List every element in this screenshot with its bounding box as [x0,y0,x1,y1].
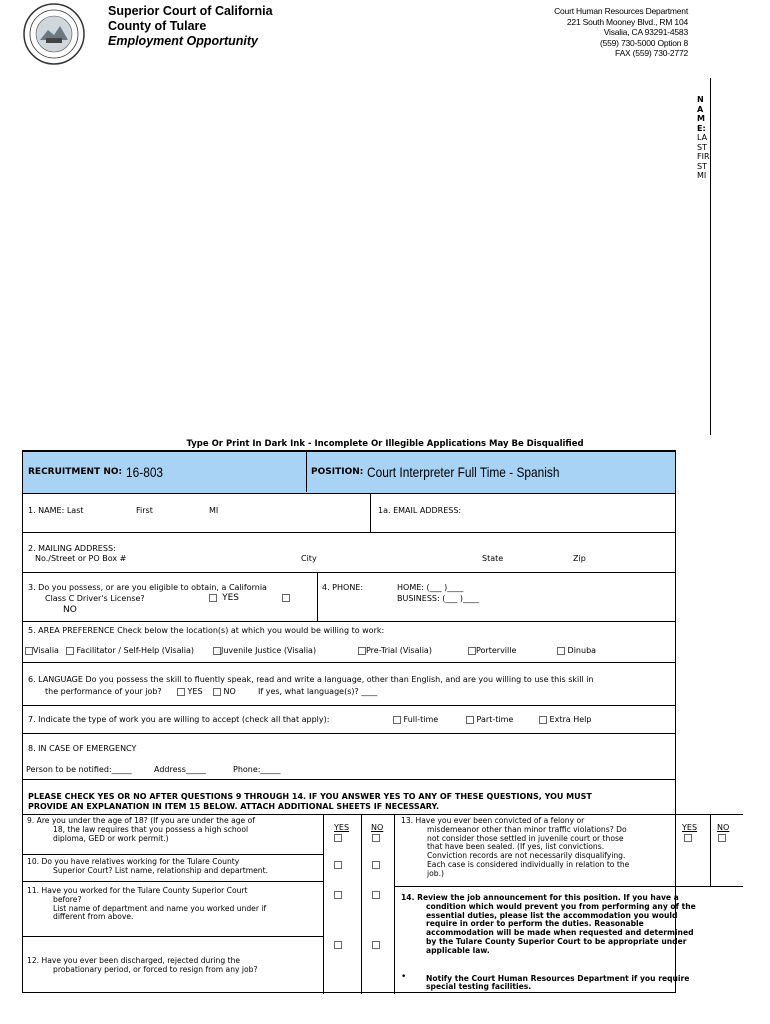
instructions: Type Or Print In Dark Ink - Incomplete Or Illegible Applications May Be Disqualified [186,439,584,449]
work-extrahelp[interactable] [539,715,591,724]
zip-label: Zip [573,554,586,563]
area-label: 5. AREA PREFERENCE Check below the location(s) at which you would be willing to work: [28,626,385,635]
work-parttime[interactable] [466,715,513,724]
language-row [23,663,675,706]
address-line: Visalia, CA 93291-4583 [603,27,688,37]
name-row[interactable] [23,494,675,533]
court-seal [22,2,86,66]
question-line: condition which would prevent you from performing any of the [426,901,696,911]
area-porterville[interactable] [468,646,516,655]
option-label: YES [187,687,203,696]
question-line: Notify the Court Human Resources Department if you require [426,974,690,983]
question-line: 18, the law requires that you possess a high school [53,824,249,834]
q13-no-header: NO [717,823,730,832]
checkbox[interactable] [393,716,401,724]
language-question-2: the performance of your job? [45,687,162,696]
position-cell [311,452,594,492]
application-form [22,450,730,993]
question-11 [27,887,266,922]
position-label: POSITION: [311,467,364,477]
hr-address [554,6,688,59]
side-line: FIR [697,152,710,161]
question-line: applicable law. [426,945,490,955]
home-phone[interactable]: HOME: (___ )____ [397,583,464,592]
question-line: essential duties, please list the accommodation you would [426,910,678,920]
recruitment-number: 16-803 [126,464,164,480]
area-visalia[interactable] [25,646,59,655]
state-label: State [482,554,504,563]
option-label: Visalia [33,646,59,655]
option-label: Porterville [476,646,517,655]
license-no-label: NO [63,605,77,615]
work-label: 7. Indicate the type of work you are willing to accept (check all that apply): [28,715,330,724]
question-line: by the Tulare County Superior Court to be appropriate under [426,936,687,946]
question-line: special testing facilities. [426,982,532,992]
court-name: Superior Court of California [108,4,273,18]
language-yes[interactable] [177,687,203,696]
option-label: Part-time [476,715,514,724]
recruitment-row [23,452,675,494]
question-line: different from above. [53,912,134,922]
checkbox[interactable] [282,594,290,602]
area-juvenile[interactable] [213,646,316,655]
street-label: No./Street or PO Box # [35,554,127,563]
question-13 [401,817,629,879]
option-label: Facilitator / Self-Help (Visalia) [76,646,194,655]
option-label: Dinuba [567,646,597,655]
checkbox[interactable] [358,647,366,655]
option-label: Pre-Trial (Visalia) [366,646,432,655]
question-line: 9. Are you under the age of 18? (If you are under the age of [27,816,255,825]
area-pretrial[interactable] [358,646,432,655]
question-line: require in order to perform the duties. Reasonable [426,919,644,929]
q11-yes-checkbox[interactable] [334,891,342,899]
q9-no-checkbox[interactable] [372,834,380,842]
side-line: ST [697,142,707,152]
address-line: (559) 730-5000 Option 8 [599,37,688,48]
question-14 [401,894,696,956]
q12-no-checkbox[interactable] [372,941,380,949]
license-yes-label: YES [222,593,239,603]
no-header: NO [371,823,384,832]
emergency-person[interactable]: Person to be notified:_____ [26,765,132,774]
question-line: accommodation will be made when requested and determined [426,928,694,938]
phone-label: 4. PHONE: [322,583,364,592]
checkbox[interactable] [468,647,476,655]
q13-yes-header: YES [682,823,698,832]
mailing-label: 2. MAILING ADDRESS: [28,544,116,553]
license-question-2: Class C Driver's License? [45,594,145,603]
recruitment-cell [28,452,308,492]
q10-yes-checkbox[interactable] [334,861,342,869]
question-line: 12. Have you ever been discharged, rejected during the [27,956,241,965]
emergency-row[interactable] [23,734,675,780]
side-letter: M [697,114,705,123]
q10-no-checkbox[interactable] [372,861,380,869]
question-line: that have been sealed. (If yes, list convictions. [427,842,605,852]
question-line: 13. Have you ever been convicted of a felony or [401,816,585,825]
side-letter: A [697,104,704,114]
q13-yes-checkbox[interactable] [684,834,692,842]
emergency-address[interactable]: Address_____ [154,765,206,774]
checkbox[interactable] [213,688,221,696]
side-letter: E: [697,123,706,133]
area-dinuba[interactable] [557,646,596,655]
checkbox[interactable] [466,716,474,724]
court-header [108,4,273,49]
position-value: Court Interpreter Full Time - Spanish [367,464,560,480]
emergency-label: 8. IN CASE OF EMERGENCY [28,744,137,753]
address-line: 221 South Mooney Blvd., RM 104 [566,16,688,27]
county-name: County of Tulare [108,19,207,33]
yes-header: YES [334,823,350,832]
questions-header-line1: PLEASE CHECK YES OR NO AFTER QUESTIONS 9 THROUGH 14. IF YOU ANSWER YES TO ANY OF THESE QUESTIONS, YOU MUST [28,792,592,801]
emergency-phone[interactable]: Phone:_____ [233,765,281,774]
question-line: Conviction records are not necessarily disqualifying. [427,851,626,861]
language-no[interactable] [213,687,236,696]
checkbox[interactable] [25,647,33,655]
side-line: LA [697,133,708,142]
question-14-note [426,975,689,991]
name-mi-label: MI [209,506,219,515]
address-line: Court Human Resources Department [554,6,688,16]
option-label: NO [223,687,236,696]
license-row [23,573,675,622]
side-name-block [697,95,711,181]
email-label: 1a. EMAIL ADDRESS: [378,506,462,515]
question-line: List name of department and name you worked under if [53,903,267,913]
question-line: 14. Review the job announcement for this position. If you have a [401,893,679,902]
q13-no-checkbox[interactable] [718,834,726,842]
mailing-row[interactable] [23,533,675,573]
area-row [23,622,675,663]
question-line: diploma, GED or work permit.) [53,833,169,843]
address-line: FAX (559) 730-2772 [615,48,688,58]
option-label: Full-time [403,715,439,724]
area-self-help[interactable] [66,646,194,655]
option-label: Extra Help [549,715,592,724]
side-line: MI [697,171,707,180]
license-question: 3. Do you possess, or are you eligible to obtain, a California [28,583,267,592]
checkbox[interactable] [557,647,565,655]
question-line: 11. Have you worked for the Tulare County Superior Court [27,886,248,895]
checkbox[interactable] [539,716,547,724]
checkbox[interactable] [177,688,185,696]
questions-header-line2: PROVIDE AN EXPLANATION IN ITEM 15 BELOW. ATTACH ADDITIONAL SHEETS IF NECESSARY. [28,802,440,811]
city-label: City [301,554,317,563]
language-question: 6. LANGUAGE Do you possess the skill to fluently speak, read and write a language, other than English, and are you willing to use this skill in [28,675,594,684]
checkbox[interactable] [213,647,221,655]
side-letter: N [697,95,704,104]
name-last-label: 1. NAME: Last [28,506,84,515]
q11-no-checkbox[interactable] [372,891,380,899]
question-12 [27,957,258,975]
question-line: misdemeanor other than minor traffic violations? Do [427,824,627,834]
checkbox[interactable] [209,594,217,602]
work-row [23,706,675,734]
checkbox[interactable] [66,647,74,655]
license-no-checkbox[interactable] [282,593,290,602]
question-line: Superior Court? List name, relationship and department. [53,865,268,875]
business-phone[interactable]: BUSINESS: (___ )____ [397,594,479,603]
license-yes-option[interactable] [209,593,239,603]
bullet-icon: • [401,972,407,982]
question-10 [27,858,268,876]
work-fulltime[interactable] [393,715,438,724]
question-line: job.) [427,868,444,878]
question-line: 10. Do you have relatives working for the Tulare County [27,857,240,866]
language-which[interactable]: If yes, what language(s)? ____ [258,687,378,696]
question-9 [27,817,255,843]
form-subtitle: Employment Opportunity [108,34,258,48]
option-label: Juvenile Justice (Visalia) [221,646,317,655]
q9-yes-checkbox[interactable] [334,834,342,842]
side-line: ST [697,161,707,171]
question-line: not consider those settled in juvenile court or those [427,833,624,843]
questions-header [23,780,675,816]
q12-yes-checkbox[interactable] [334,941,342,949]
question-line: Each case is considered individually in relation to the [427,859,630,869]
name-first-label: First [136,506,153,515]
question-line: before? [53,894,82,904]
recruitment-label: RECRUITMENT NO: [28,467,123,477]
question-line: probationary period, or forced to resign from any job? [53,964,258,974]
